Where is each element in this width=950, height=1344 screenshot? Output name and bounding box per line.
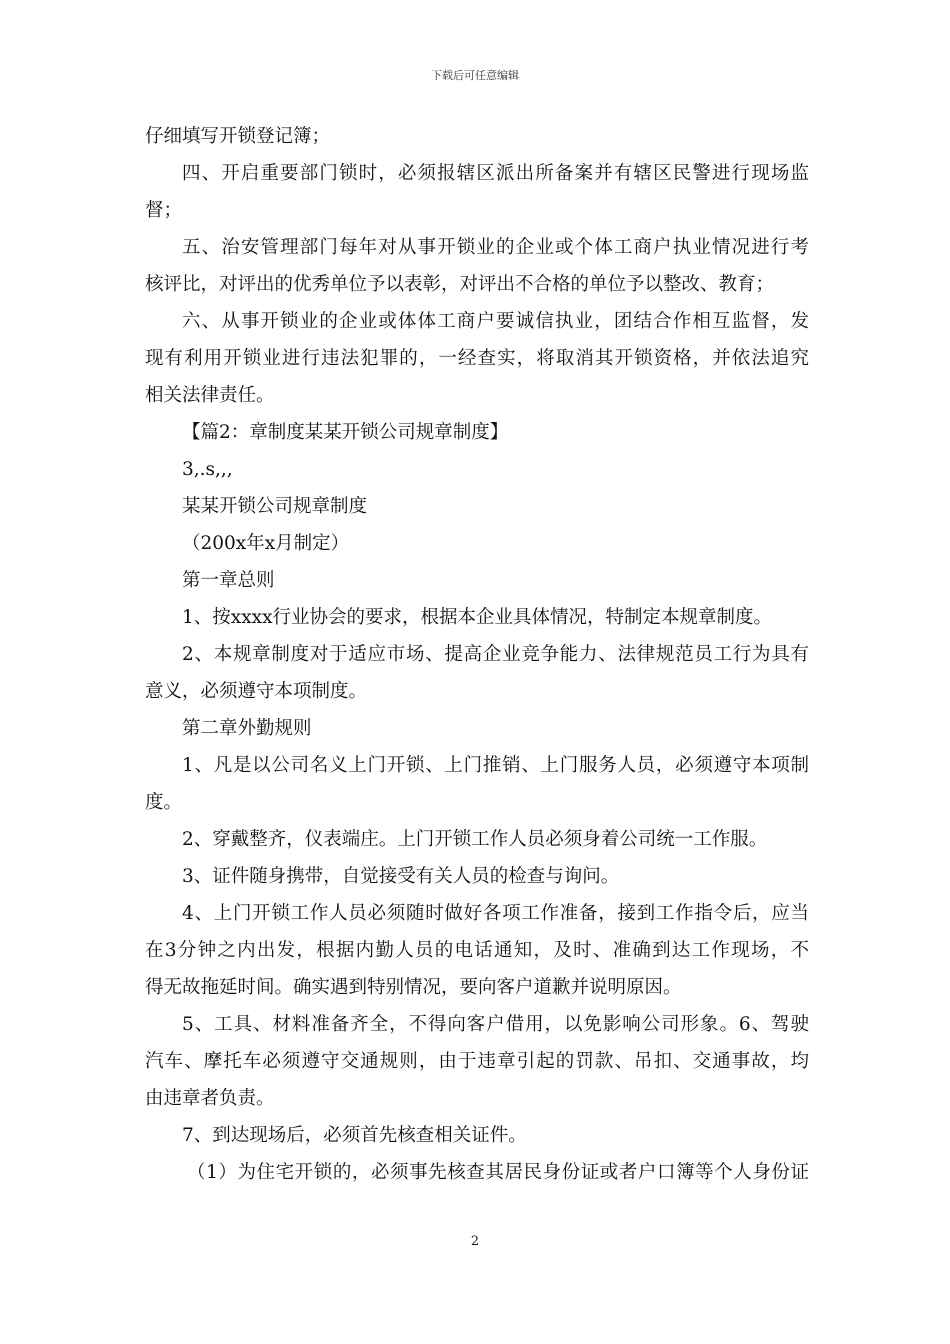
section-heading: 【篇2：章制度某某开锁公司规章制度】 [182, 422, 509, 443]
paragraph-line: 4、上门开锁工作人员必须随时做好各项工作准备，接到工作指令后，应当 [182, 903, 809, 924]
paragraph-line: 2、穿戴整齐，仪表端庄。上门开锁工作人员必须身着公司统一工作服。 [182, 829, 768, 850]
paragraph-line: 5、工具、材料准备齐全，不得向客户借用，以免影响公司形象。6、驾驶 [182, 1014, 809, 1035]
document-date: （200x年x月制定） [182, 533, 350, 554]
paragraph-line: 在3分钟之内出发，根据内勤人员的电话通知，及时、准确到达工作现场，不 [145, 940, 809, 961]
chapter-heading: 第一章总则 [182, 570, 275, 591]
paragraph-line: 督； [145, 200, 183, 221]
paragraph-line: 1、按xxxx行业协会的要求，根据本企业具体情况，特制定本规章制度。 [182, 607, 773, 628]
paragraph-line: 相关法律责任。 [145, 385, 275, 406]
paragraph-line: 汽车、摩托车必须遵守交通规则，由于违章引起的罚款、吊扣、交通事故，均 [145, 1051, 809, 1072]
paragraph-line: 得无故拖延时间。确实遇到特别情况，要向客户道歉并说明原因。 [145, 977, 682, 998]
paragraph-line: 1、凡是以公司名义上门开锁、上门推销、上门服务人员，必须遵守本项制 [182, 755, 809, 776]
page-number: 2 [470, 1234, 480, 1249]
paragraph-line: （1）为住宅开锁的，必须事先核查其居民身份证或者户口簿等个人身份证 [187, 1162, 809, 1183]
paragraph-line: 仔细填写开锁登记簿； [145, 126, 331, 147]
paragraph-line: 四、开启重要部门锁时，必须报辖区派出所备案并有辖区民警进行现场监 [182, 163, 809, 184]
document-body [145, 118, 809, 1191]
paragraph-line: 核评比，对评出的优秀单位予以表彰，对评出不合格的单位予以整改、教育； [145, 274, 775, 295]
page-header: 下载后可任意编辑 [431, 69, 519, 82]
paragraph-line: 五、治安管理部门每年对从事开锁业的企业或个体工商户执业情况进行考 [182, 237, 809, 258]
paragraph-line: 3,.s,,, [182, 459, 233, 480]
paragraph-line: 由违章者负责。 [145, 1088, 275, 1109]
paragraph-line: 现有利用开锁业进行违法犯罪的，一经查实，将取消其开锁资格，并依法追究 [145, 348, 809, 369]
paragraph-line: 3、证件随身携带，自觉接受有关人员的检查与询问。 [182, 866, 620, 887]
paragraph-line: 7、到达现场后，必须首先核查相关证件。 [182, 1125, 527, 1146]
chapter-heading: 第二章外勤规则 [182, 718, 312, 739]
paragraph-line: 意义，必须遵守本项制度。 [145, 681, 368, 702]
paragraph-line: 度。 [145, 792, 183, 813]
document-title: 某某开锁公司规章制度 [182, 496, 368, 517]
paragraph-line: 2、本规章制度对于适应市场、提高企业竞争能力、法律规范员工行为具有 [182, 644, 809, 665]
paragraph-line: 六、从事开锁业的企业或体体工商户要诚信执业，团结合作相互监督，发 [182, 311, 809, 332]
